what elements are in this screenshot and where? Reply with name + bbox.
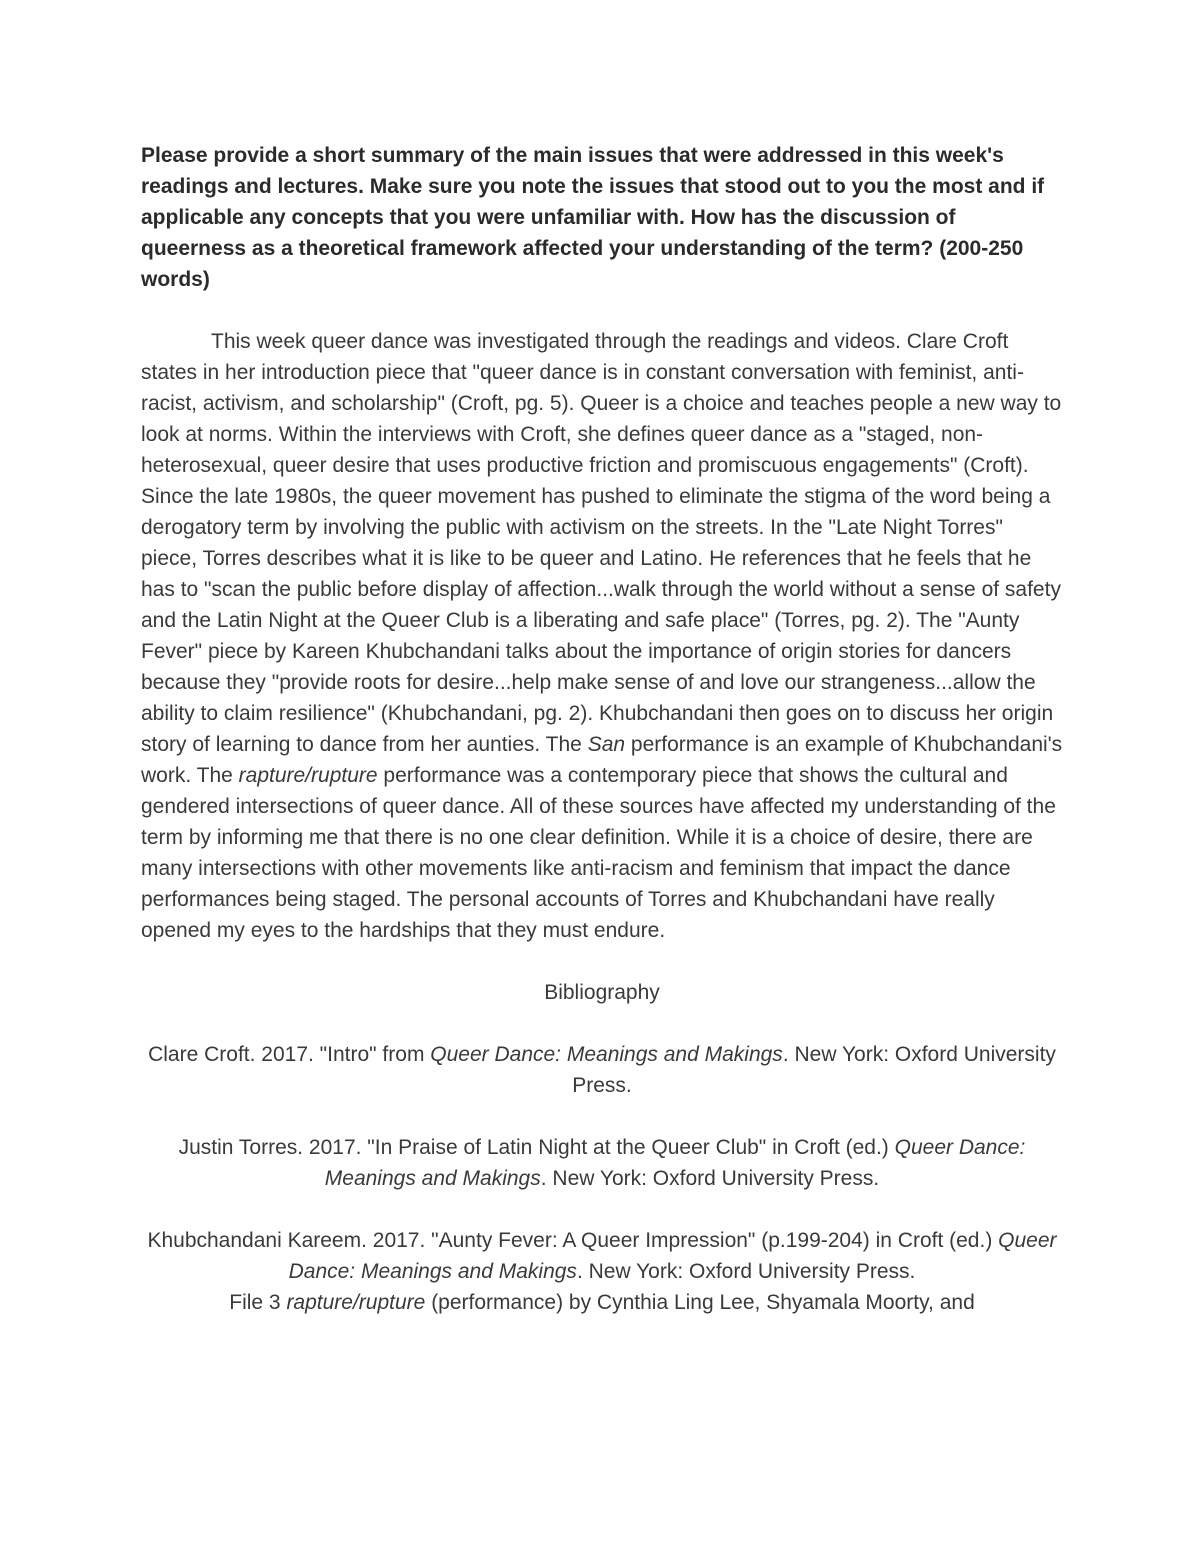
bib-entry-text: Khubchandani Kareem. 2017. "Aunty Fever: A Queer Impression" (p.199-204) in Croft (ed.) [147, 1229, 999, 1252]
essay-italic-rapture: rapture/rupture [238, 764, 378, 787]
bibliography-heading: Bibliography [544, 981, 660, 1004]
essay-paragraph [141, 326, 1063, 946]
bib-entry-text: (performance) by Cynthia Ling Lee, Shyamala Moorty, and [425, 1291, 975, 1314]
essay-text-part-3: performance was a contemporary piece that shows the cultural and gendered intersections of queer dance. All of these sources have affected my understanding of the term by informing me that there is no one clear definition. While it is a choice of desire, there are many intersections with other movements like anti-racism and feminism that impact the dance performances being staged. The personal accounts of Torres and Khubchandani have really opened my eyes to the hardships that they must endure. [141, 764, 1056, 942]
bib-entry-text: File 3 [229, 1291, 287, 1314]
assignment-prompt: Please provide a short summary of the main issues that were addressed in this week's readings and lectures. Make sure you note the issues that stood out to you the most and if applicable any concepts that you were unfamiliar with. How has the discussion of queerness as a theoretical framework affected your understanding of the term? (200-250 words) [141, 144, 1045, 291]
bib-entry-text: . New York: Oxford University Press. [572, 1043, 1056, 1097]
bibliography-entry-torres [141, 1132, 1063, 1194]
essay-text-part-1: This week queer dance was investigated through the readings and videos. Clare Croft states in her introduction piece that "queer dance is in constant conversation with feminist, anti-racist, activism, and scholarship" (Croft, pg. 5). Queer is a choice and teaches people a new way to look at norms. Within the interviews with Croft, she defines queer dance as a "staged, non-heterosexual, queer desire that uses productive friction and promiscuous engagements" (Croft). Since the late 1980s, the queer movement has pushed to eliminate the stigma of the word being a derogatory term by involving the public with activism on the streets. In the "Late Night Torres" piece, Torres describes what it is like to be queer and Latino. He references that he feels that he has to "scan the public before display of affection...walk through the world without a sense of safety and the Latin Night at the Queer Club is a liberating and safe place" (Torres, pg. 2). The "Aunty Fever" piece by Kareen Khubchandani talks about the importance of origin stories for dancers because they "provide roots for desire...help make sense of and love our strangeness...allow the ability to claim resilience" (Khubchandani, pg. 2). Khubchandani then goes on to discuss her origin story of learning to dance from her aunties. The [141, 330, 1062, 756]
essay-italic-san: San [587, 733, 626, 756]
bib-entry-title: rapture/rupture [286, 1291, 426, 1314]
bib-entry-text: Clare Croft. 2017. "Intro" from [148, 1043, 431, 1066]
essay-text-part-2: performance is an example of Khubchandani's work. The [141, 733, 1063, 787]
bib-entry-title: Queer Dance: Meanings and Makings [288, 1229, 1057, 1283]
bibliography-entry-croft [141, 1039, 1063, 1101]
bib-entry-text: . New York: Oxford University Press. [576, 1260, 916, 1283]
bib-entry-title: Queer Dance: Meanings and Makings [324, 1136, 1026, 1190]
bib-entry-text: . New York: Oxford University Press. [540, 1167, 880, 1190]
bib-entry-title: Queer Dance: Meanings and Makings [430, 1043, 783, 1066]
bibliography-entry-file3 [141, 1287, 1063, 1318]
bibliography-entry-khubchandani [141, 1225, 1063, 1287]
bib-entry-text: Justin Torres. 2017. "In Praise of Latin Night at the Queer Club" in Croft (ed.) [178, 1136, 895, 1159]
document-page [141, 140, 1063, 1318]
